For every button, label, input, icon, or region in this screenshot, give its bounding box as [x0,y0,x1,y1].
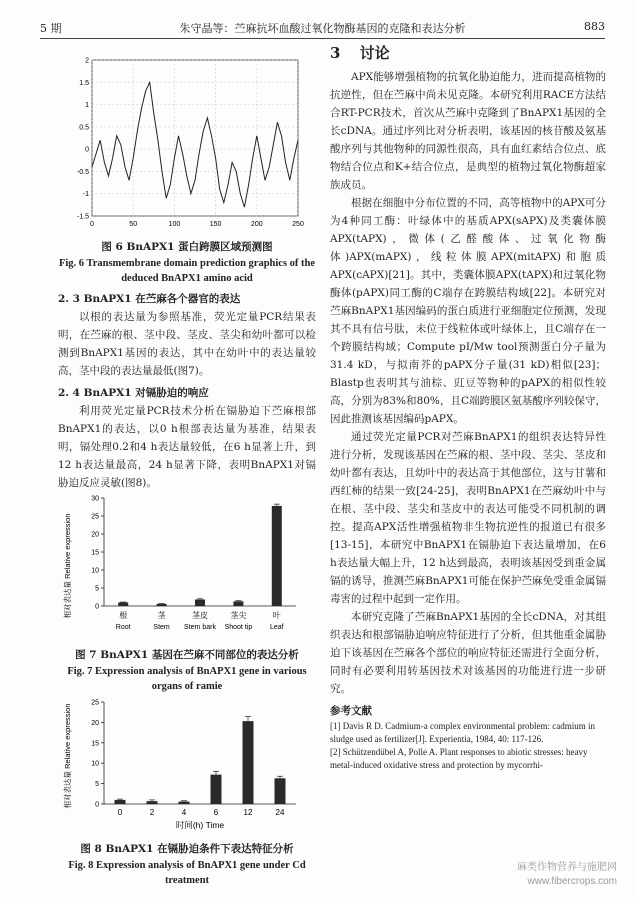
issue-number: 5 期 [40,22,62,35]
fig6-caption-cn: 图 6 BnAPX1 蛋白跨膜区域预测图 [101,241,273,253]
watermark-cn: 麻类作物营养与施肥网 [517,862,617,873]
fig8-bar [115,800,126,804]
fig7-bar [195,600,205,606]
left-column [58,56,316,888]
fig6-ytick-label: -1.5 [76,213,89,221]
discussion-para-3: 通过荧光定量PCR对苎麻BnAPX1的组织表达特异性进行分析，发现该基因在苎麻的根、茎中段、茎尖、茎皮和幼叶都有表达，且幼叶中的表达高于其他部位，这与甘薯和西红柿的结果一致[24-25]，表明BnAPX1在苎麻幼叶中与在根、茎中段、茎尖和茎皮中的表达可能受不同机制的调控。提高APX活性增强植物非生物抗逆性的报道已有很多[13-15]，本研究中BnAPX1在镉胁迫下表达量增加，在6 h表达量大幅上升，12 h达到最高，表明该基因受到重金属镉的诱导，推测苎麻BnAPX1可能在保护苎麻免受重金属镉毒害的过程中起到一定作用。 [330,431,606,605]
fig6-yticks [77,58,89,221]
fig7-category-cn: 根 [119,611,128,620]
reference-1: [1] Davis R D. Cadmium-a complex environmental problem: cadmium in sludge used as fertilizer[J]. Experientia, 1984, 40: 117-126. [330,721,595,744]
fig6-xticks [90,221,304,228]
reference-2: [2] Schützendübel A, Polle A. Plant responses to abiotic stresses: heavy metal-induced oxidative stress and protection by mycorrhi- [330,747,588,770]
section-2-3-title: 2. 3 BnAPX1 在苎麻各个器官的表达 [58,293,241,305]
fig8-category-label: 0 [117,808,123,817]
fig7-ytick-label: 25 [91,513,99,521]
fig7-ytick-label: 10 [91,567,99,575]
fig7-caption-cn: 图 7 BnAPX1 基因在苎麻不同部位的表达分析 [75,649,299,661]
fig8-category-label: 6 [213,808,219,817]
fig8-bar [243,721,254,804]
right-column [330,44,606,772]
fig8-caption-cn: 图 8 BnAPX1 在镉胁迫条件下表达特征分析 [80,843,294,855]
fig7-ytick-label: 30 [91,495,99,503]
fig6-ytick-label: 1.5 [79,79,89,87]
fig7-bar [118,602,128,606]
fig6-ytick-label: -1 [82,191,89,199]
section-2-4-text: 利用荧光定量PCR技术分析在镉胁迫下苎麻根部BnAPX1的表达，以0 h根部表达量为基准，结果表明，镉处理0.2和4 h表达量较低，在6 h显著上升，到12 h表达量最高，24 h显著下降，表明BnAPX1对镉胁迫反应灵敏(图8)。 [58,405,316,489]
fig8-yticks [91,700,104,809]
fig8-xlabel: 时间(h) Time [175,820,225,830]
fig6-xtick-label: 0 [90,221,94,228]
fig6-xtick-label: 150 [209,221,222,228]
fig7-bars [118,504,282,606]
fig7-ytick-label: 15 [91,549,99,557]
fig7-category-cn: 茎尖 [230,611,247,620]
fig7-category-en: Stem [153,624,170,631]
fig6-chart [58,56,308,236]
fig8-category-label: 24 [275,808,285,817]
fig6-xtick-label: 250 [292,221,304,228]
fig8-ytick-label: 5 [95,781,99,789]
section-2-4-title: 2. 4 BnAPX1 对镉胁迫的响应 [58,387,209,399]
fig8-category-label: 4 [181,808,187,817]
fig8-chart [58,694,308,834]
fig7-xlabels [116,610,284,631]
fig8-bar [179,802,190,804]
fig6-ytick-label: 0.5 [79,124,89,132]
fig6-grid [92,60,298,216]
fig6-ytick-label: 1 [85,102,89,110]
fig6-ytick-label: -0.5 [76,168,89,176]
fig7-category-en: Shoot tip [224,624,253,631]
fig6-xtick-label: 100 [168,221,181,228]
references-title: 参考文献 [330,705,372,717]
fig6-caption-en: Fig. 6 Transmembrane domain prediction graphics of the deduced BnAPX1 amino acid [58,258,316,284]
discussion-number: 3 [330,44,341,62]
fig7-ytick-label: 5 [95,585,99,593]
fig8-ytick-label: 25 [91,699,99,707]
fig7-ytick-label: 20 [91,531,99,539]
fig6-frame [92,60,298,216]
section-2-3-text: 以根的表达量为参照基准，荧光定量PCR结果表明，在苎麻的根、茎中段、茎皮、茎尖和幼叶都可以检测到BnAPX1基因的表达，其中在幼叶中的表达量较高，茎中段的表达量最低(图7)。 [58,311,316,377]
fig8-bar [147,801,158,804]
fig7-category-cn: 叶 [272,611,281,620]
fig7-category-en: Root [115,624,131,631]
discussion-heading [330,44,606,62]
fig8-ylabel: 相对表达量 Relative expression [63,703,72,809]
fig7-category-cn: 茎 [157,611,166,620]
fig8-bar [211,775,222,804]
fig8-ytick-label: 15 [91,740,99,748]
fig8-ytick-label: 10 [91,760,99,768]
fig6-ytick-label: 0 [85,146,89,154]
fig8-bars [115,716,286,804]
fig7-bar [157,604,167,606]
fig7-caption-en: Fig. 7 Expression analysis of BnAPX1 gene in various organs of ramie [67,666,307,692]
running-title: 朱守晶等：苎麻抗坏血酸过氧化物酶基因的克隆和表达分析 [179,22,466,35]
fig7-category-en: Leaf [269,624,284,631]
fig8-ytick-label: 20 [91,719,99,727]
fig8-category-label: 12 [243,808,253,817]
fig7-chart [58,492,308,640]
fig6-xtick-label: 200 [250,221,263,228]
fig8-category-label: 2 [149,808,155,817]
fig6-hydropathy-line [92,82,298,207]
fig8-caption-en: Fig. 8 Expression analysis of BnAPX1 gene under Cd treatment [68,860,306,886]
fig6-xtick-label: 50 [129,221,138,228]
fig7-ylabel: 相对表达量 Relative expression [63,513,72,619]
fig7-bar [272,506,282,606]
fig6-ytick-label: 2 [85,57,89,65]
header-rule [40,38,605,39]
fig7-bar [233,601,243,606]
discussion-para-2: 根据在细胞中分布位置的不同，高等植物中的APX可分为4种同工酶：叶绿体中的基质APX(sAPX)及类囊体膜APX(tAPX)，微体(乙醛酸体、过氧化物酶体)APX(mAPX)，线粒体膜APX(mitAPX)和胞质APX(cAPX)[21]。其中，类囊体膜APX(tAPX)和过氧化物酶体(pAPX)同工酶的C端存在跨膜结构域[22]。本研究对苎麻BnAPX1基因编码的蛋白质进行亚细胞定位预测，发现其不具有信号肽，未位于线粒体或叶绿体上，且C端存在一个跨膜结构域；Compute pI/Mw tool预测蛋白分子量为31.4 kD，与拟南芥的pAPX分子量(31 kD)相似[23]；Blastp也表明其与油棕、豇豆等物种的pAPX的相似性较高，分别为83%和80%，且C端跨膜区氨基酸序列较保守，因此推测该基因编码pAPX。 [330,197,606,425]
fig7-yticks [91,496,104,611]
fig7-ytick-label: 0 [95,603,99,611]
discussion-title: 讨论 [359,44,390,62]
fig8-ytick-label: 0 [95,801,99,809]
fig8-bar [275,778,286,804]
fig7-category-en: Stem bark [184,624,216,631]
fig7-category-cn: 茎皮 [192,611,208,620]
page-header [40,18,605,36]
watermark-url: www.fibercrops.com [527,876,617,887]
discussion-para-1: APX能够增强植物的抗氧化胁迫能力，进而提高植物的抗逆性，但在苎麻中尚未见克隆。本研究利用RACE方法结合RT-PCR技术，首次从苎麻中克隆到了BnAPX1基因的全长cDNA。通过序列比对分析表明，该基因的核苷酸及氨基酸序列与其他物种的同源性很高，具有血红素结合位点、底物结合位点和K+结合位点，是典型的植物过氧化物酶超家族成员。 [330,71,606,191]
page-number: 883 [584,20,605,33]
discussion-para-4: 本研究克隆了苎麻BnAPX1基因的全长cDNA，对其组织表达和根部镉胁迫响应特征进行了分析，但其他重金属胁迫下该基因在苎麻各个部位的响应特征还需进行全面分析，同时有必要利用转基因技术对该基因的功能进行进一步研究。 [330,611,606,695]
fig8-xlabels [118,808,285,817]
